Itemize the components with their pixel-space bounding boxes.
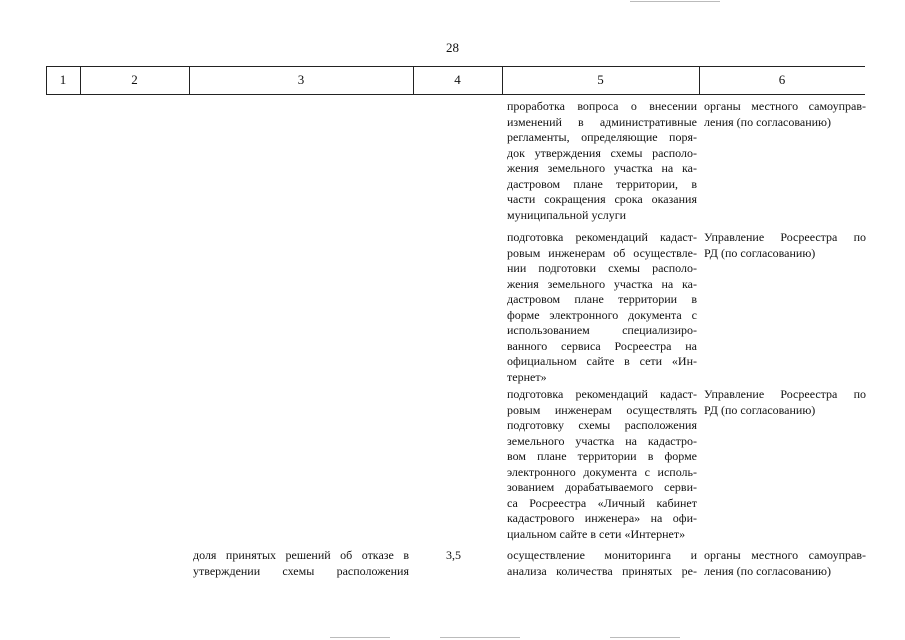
text-line: са Росреестра «Личный кабинет [507, 495, 697, 510]
text-line: осуществление мониторинга и [507, 548, 697, 562]
text-line: форме электронного документа с [507, 307, 697, 322]
text-line: вом плане территории в форме [507, 449, 697, 463]
row-1-responsible [704, 99, 866, 130]
text-line: циальном сайте в сети «Интернет» [507, 526, 686, 541]
row-2-measure [507, 230, 697, 385]
text-line: анализа количества принятых ре- [507, 563, 697, 578]
row-3-measure [507, 387, 697, 542]
text-line: кадастрового инженера» на офи- [507, 511, 697, 525]
text-line: официальном сайте в сети «Ин- [507, 354, 697, 368]
row-1-measure [507, 99, 697, 223]
page-number: 28 [446, 40, 459, 55]
column-header-1: 1 [59, 72, 67, 87]
text-line: утверждении схемы расположения [193, 563, 409, 578]
row-2-responsible [704, 230, 866, 261]
row-4-value: 3,5 [446, 548, 461, 562]
text-line: использованием специализиро- [507, 323, 697, 337]
scan-artifact [330, 637, 390, 638]
row-4-measure [507, 548, 697, 579]
text-line: подготовка рекомендаций кадаст- [507, 230, 697, 244]
text-line: РД (по согласованию) [704, 245, 816, 260]
text-line: органы местного самоуправ- [704, 99, 866, 113]
scan-artifact [630, 1, 720, 2]
text-line: РД (по согласованию) [704, 402, 816, 417]
text-line: изменений в административные [507, 114, 697, 129]
text-line: жения земельного участка на ка- [507, 161, 697, 175]
scan-artifact [610, 637, 680, 638]
row-4-responsible [704, 548, 866, 579]
text-line: дастровом плане территории, в [507, 176, 697, 191]
text-line: тернет» [507, 369, 547, 384]
scan-artifact [440, 637, 520, 638]
column-header-5: 5 [597, 72, 604, 87]
text-line: ванного сервиса Росреестра на [507, 338, 697, 353]
text-line: подготовку схемы расположения [507, 418, 697, 432]
text-line: проработка вопроса о внесении [507, 99, 697, 113]
column-header-3: 3 [297, 72, 305, 87]
column-header-2: 2 [131, 72, 138, 87]
text-line: земельного участка на кадастро- [507, 433, 697, 448]
column-header-4: 4 [454, 72, 461, 87]
text-line: нии подготовки схемы располо- [507, 261, 697, 275]
text-line: ления (по согласованию) [704, 563, 832, 578]
text-line: муниципальной услуги [507, 207, 627, 222]
text-line: Управление Росреестра по [704, 230, 866, 244]
text-line: электронного документа с исполь- [507, 464, 697, 479]
table-header-bottom-border [46, 94, 865, 95]
text-line: ровым инженерам об осуществле- [507, 245, 697, 260]
text-line: регламенты, определяющие поря- [507, 130, 697, 144]
text-line: органы местного самоуправ- [704, 548, 866, 562]
text-line: доля принятых решений об отказе в [193, 548, 409, 562]
text-line: док утверждения схемы располо- [507, 145, 697, 160]
text-line: ровым инженерам осуществлять [507, 402, 697, 417]
text-line: ления (по согласованию) [704, 114, 832, 129]
text-line: дастровом плане территории в [507, 292, 697, 306]
text-line: части сокращения срока оказания [507, 192, 697, 206]
row-4-indicator [193, 548, 409, 579]
text-line: зованием дорабатываемого серви- [507, 480, 697, 494]
column-header-6: 6 [778, 72, 786, 87]
text-line: жения земельного участка на ка- [507, 276, 697, 291]
text-line: подготовка рекомендаций кадаст- [507, 387, 697, 401]
table-header-top-border [46, 66, 865, 67]
row-3-responsible [704, 387, 866, 418]
text-line: Управление Росреестра по [704, 387, 866, 401]
